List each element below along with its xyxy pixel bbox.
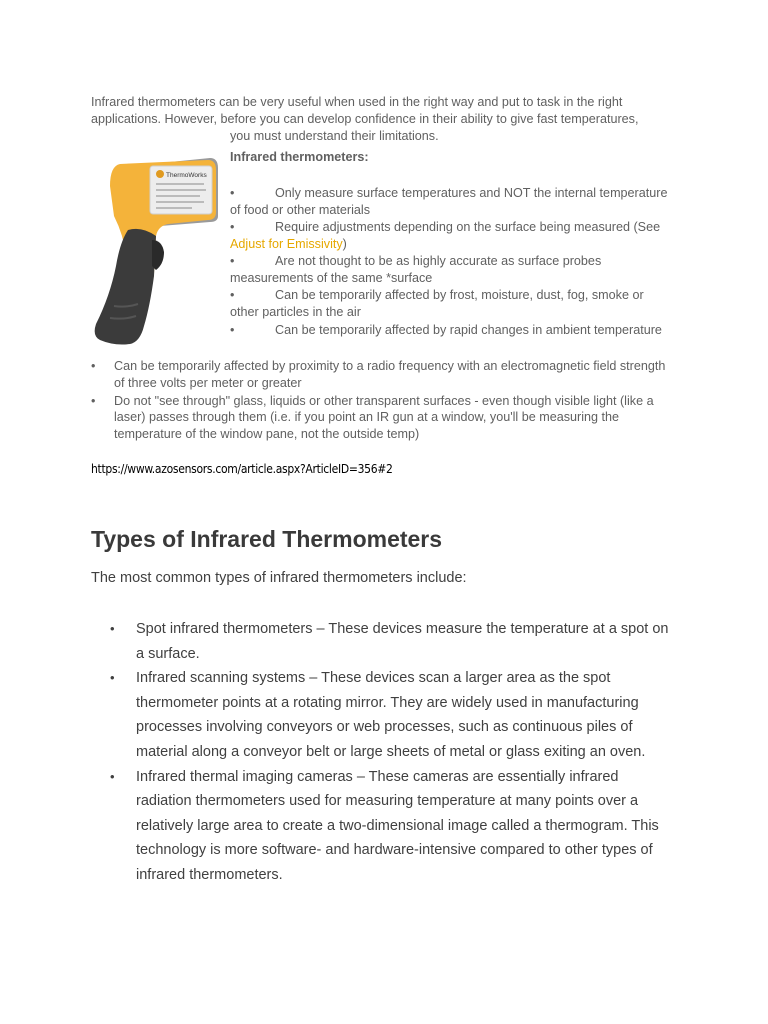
bullet: •	[91, 393, 96, 408]
adjust-emissivity-link[interactable]: Adjust for Emissivity	[230, 236, 343, 251]
bullet: •	[230, 254, 235, 269]
bullet: •	[230, 322, 235, 337]
bullet: •	[230, 185, 235, 200]
limitation-item: • Are not thought to be as highly accurate as surface probes measurements of the same *surface	[230, 254, 602, 285]
bullet: •	[110, 768, 115, 784]
list-item: • Can be temporarily affected by proximity to a radio frequency with an electromagnetic field strength of three volts per meter or greater	[91, 359, 666, 390]
limitation-item: • Require adjustments depending on the surface being measured (See Adjust for Emissivity)	[230, 219, 661, 251]
list-item: • Do not "see through" glass, liquids or other transparent surfaces - even though visible light (like a laser) passes through them (i.e. if you point an IR gun at a window, you'll be measuring the temperature of the window pane, not the outside temp)	[91, 393, 654, 442]
intro-paragraph	[91, 94, 676, 144]
source-url[interactable]: https://www.azosensors.com/article.aspx?ArticleID=356#2	[91, 462, 393, 476]
bullet: •	[110, 621, 115, 636]
bullet: •	[230, 219, 235, 234]
bullet: •	[91, 359, 96, 373]
bullet: •	[230, 288, 235, 303]
types-list	[110, 617, 670, 888]
intro-line-3: you must understand their limitations.	[230, 128, 439, 143]
limitation-item: • Can be temporarily affected by rapid changes in ambient temperature	[230, 322, 662, 337]
list-item: • Infrared thermal imaging cameras – These cameras are essentially infrared radiation thermometers used for measuring temperature at many points over a relatively large area to create a two-dimensional image called a thermogram. This technology is more software- and hardware-intensive compared to other types of infrared thermometers.	[110, 765, 670, 888]
infrared-thermometer-image	[90, 156, 222, 354]
section-title: Types of Infrared Thermometers	[91, 526, 443, 552]
intro-line-1: Infrared thermometers can be very useful when used in the right way and put to task in the right	[91, 95, 623, 109]
limitations-heading: Infrared thermometers:	[230, 150, 369, 164]
intro-line-2: applications. However, before you can develop confidence in their ability to give fast temperatures,	[91, 111, 639, 126]
limitations-full-list	[91, 358, 676, 444]
limitations-section	[230, 149, 670, 339]
bullet: •	[110, 670, 115, 686]
list-item: • Infrared scanning systems – These devices scan a larger area as the spot thermometer points at a rotating mirror. They are widely used in manufacturing processes involving conveyors or web processes, such as continuous piles of material along a conveyor belt or large sheets of metal or glass exiting an oven.	[110, 666, 670, 764]
section-lead: The most common types of infrared thermometers include:	[91, 570, 467, 586]
list-item: • Spot infrared thermometers – These devices measure the temperature at a spot on a surface.	[110, 617, 670, 666]
limitation-item: • Can be temporarily affected by frost, moisture, dust, fog, smoke or other particles in the air	[230, 288, 644, 320]
limitation-item: • Only measure surface temperatures and NOT the internal temperature of food or other materials	[230, 185, 668, 217]
brand-label: ThermoWorks	[166, 172, 207, 179]
